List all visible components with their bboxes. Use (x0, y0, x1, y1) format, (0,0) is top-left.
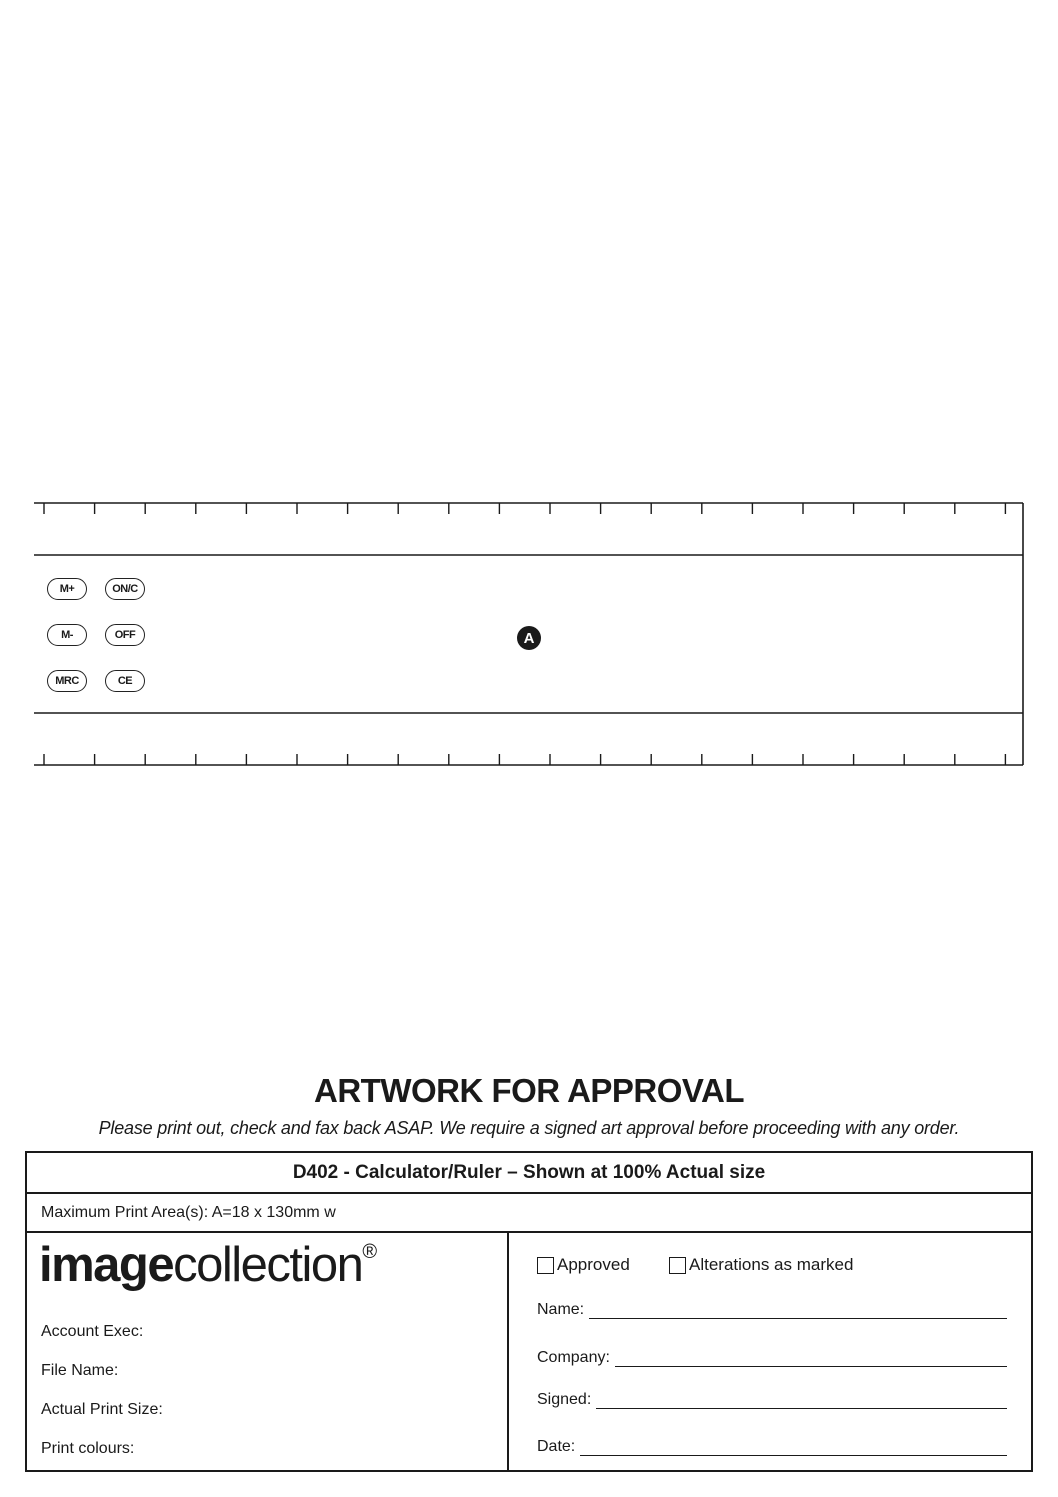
checkbox-icon[interactable] (537, 1257, 554, 1274)
date-input-line[interactable] (580, 1441, 1007, 1456)
company-label: Company: (537, 1349, 610, 1366)
approval-form (25, 1151, 1033, 1472)
calculator-key-on-c: ON/C (105, 578, 145, 600)
registered-mark: ® (362, 1241, 376, 1263)
logo-light-text: collection (173, 1238, 363, 1292)
company-field[interactable] (537, 1349, 1007, 1367)
date-label: Date: (537, 1438, 576, 1455)
account-exec-label: Account Exec: (41, 1323, 144, 1340)
actual-print-size-label: Actual Print Size: (41, 1401, 163, 1418)
signed-label: Signed: (537, 1391, 592, 1408)
signed-field[interactable] (537, 1391, 1007, 1409)
file-name-label: File Name: (41, 1362, 119, 1379)
image-collection-logo (39, 1237, 376, 1293)
signed-input-line[interactable] (596, 1394, 1007, 1409)
form-instructions: Please print out, check and fax back ASAP. We require a signed art approval before proceeding with any order. (98, 1118, 960, 1138)
ruler-ticks-top (44, 503, 1005, 514)
calculator-key-ce: CE (105, 670, 145, 692)
date-field[interactable] (537, 1438, 1007, 1456)
print-colours-label: Print colours: (41, 1440, 135, 1457)
name-input-line[interactable] (589, 1304, 1007, 1319)
ruler-ticks-bottom (44, 754, 1005, 765)
company-info-panel (27, 1233, 509, 1470)
approved-checkbox[interactable] (537, 1255, 630, 1275)
approved-label: Approved (557, 1255, 630, 1274)
name-field[interactable] (537, 1301, 1007, 1319)
company-input-line[interactable] (615, 1352, 1007, 1367)
print-area-marker: A (517, 626, 541, 650)
logo-bold-text: image (39, 1238, 174, 1292)
alterations-label: Alterations as marked (689, 1255, 854, 1274)
calculator-key-m-plus: M+ (47, 578, 87, 600)
calculator-key-m-minus: M- (47, 624, 87, 646)
name-label: Name: (537, 1301, 585, 1318)
product-description: D402 - Calculator/Ruler – Shown at 100% Actual size (27, 1153, 1031, 1194)
checkbox-icon[interactable] (669, 1257, 686, 1274)
max-print-area: Maximum Print Area(s): A=18 x 130mm w (27, 1194, 1031, 1233)
calculator-key-off: OFF (105, 624, 145, 646)
alterations-checkbox[interactable] (669, 1255, 853, 1275)
calculator-key-mrc: MRC (47, 670, 87, 692)
form-title: ARTWORK FOR APPROVAL (314, 1072, 744, 1109)
approval-panel (509, 1233, 1031, 1470)
